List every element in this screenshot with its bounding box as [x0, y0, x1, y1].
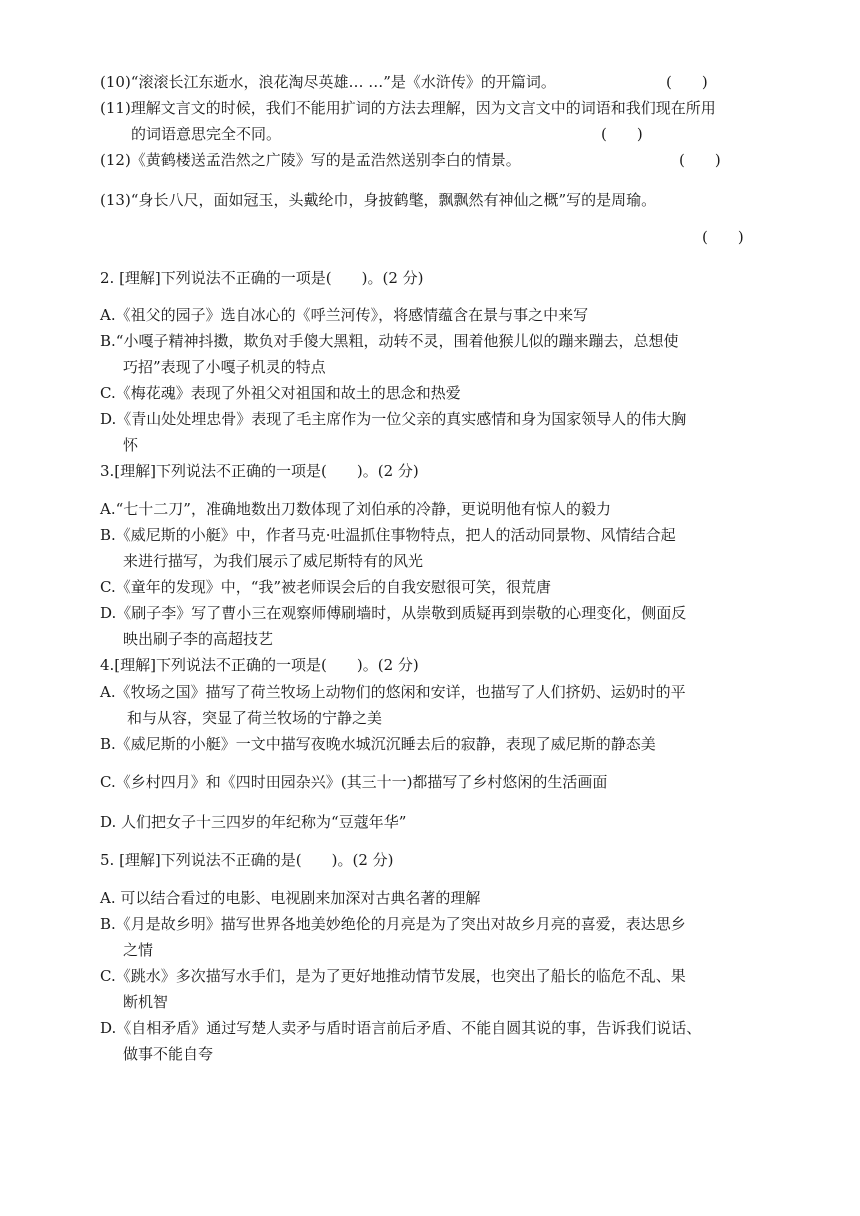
- judgment-12: (12)《黄鹤楼送孟浩然之广陵》写的是孟浩然送别李白的情景。: [100, 151, 521, 169]
- question-5-option-d: D.《自相矛盾》通过写楚人卖矛与盾时语言前后矛盾、不能自圆其说的事，告诉我们说话、: [100, 1019, 702, 1037]
- question-5-option-b: B.《月是故乡明》描写世界各地美妙绝伦的月亮是为了突出对故乡月亮的喜爱，表达思乡: [100, 915, 686, 933]
- question-3-option-d: D.《刷子李》写了曹小三在观察师傅刷墙时，从崇敬到质疑再到崇敬的心理变化，侧面反: [100, 604, 687, 622]
- question-4-option-c: C.《乡村四月》和《四时田园杂兴》(其三十一)都描写了乡村悠闲的生活画面: [100, 773, 608, 791]
- judgment-10: (10)“滚滚长江东逝水，浪花淘尽英雄… …”是《水浒传》的开篇词。: [100, 73, 556, 91]
- judgment-12-answer-bracket[interactable]: ( ): [679, 151, 721, 169]
- question-2-option-d-cont: 怀: [123, 436, 139, 454]
- question-2-stem: 2. [理解]下列说法不正确的一项是( )。(2 分): [100, 269, 424, 287]
- question-2-option-b-cont: 巧招”表现了小嘎子机灵的特点: [123, 358, 326, 376]
- question-5-option-d-cont: 做事不能自夸: [123, 1045, 214, 1063]
- question-4-stem: 4.[理解]下列说法不正确的一项是( )。(2 分): [100, 656, 419, 674]
- judgment-11-cont: 的词语意思完全不同。: [131, 125, 282, 143]
- question-5-option-c: C.《跳水》多次描写水手们，是为了更好地推动情节发展，也突出了船长的临危不乱、果: [100, 967, 686, 985]
- question-3-option-d-cont: 映出刷子李的高超技艺: [123, 630, 274, 648]
- question-2-option-d: D.《青山处处埋忠骨》表现了毛主席作为一位父亲的真实感情和身为国家领导人的伟大胸: [100, 410, 687, 428]
- question-4-option-b: B.《威尼斯的小艇》一文中描写夜晚水城沉沉睡去后的寂静，表现了威尼斯的静态美: [100, 735, 656, 753]
- question-3-option-c: C.《童年的发现》中，“我”被老师误会后的自我安慰很可笑，很荒唐: [100, 578, 552, 596]
- judgment-11-answer-bracket[interactable]: ( ): [601, 125, 643, 143]
- question-4-option-d: D. 人们把女子十三四岁的年纪称为“豆蔻年华”: [100, 813, 407, 831]
- judgment-13-answer-bracket[interactable]: ( ): [702, 228, 744, 246]
- question-5-option-b-cont: 之情: [123, 941, 154, 959]
- question-5-stem: 5. [理解]下列说法不正确的是( )。(2 分): [100, 851, 394, 869]
- question-3-option-b-cont: 来进行描写，为我们展示了威尼斯特有的风光: [123, 552, 424, 570]
- question-3-option-a: A.“七十二刀”，准确地数出刀数体现了刘伯承的冷静，更说明他有惊人的毅力: [100, 500, 611, 518]
- judgment-11: (11)理解文言文的时候，我们不能用扩词的方法去理解，因为文言文中的词语和我们现在所用: [100, 99, 716, 117]
- judgment-10-answer-bracket[interactable]: ( ): [666, 73, 708, 91]
- question-5-option-a: A. 可以结合看过的电影、电视剧来加深对古典名著的理解: [100, 889, 481, 907]
- question-5-option-c-cont: 断机智: [123, 993, 169, 1011]
- question-2-option-b: B.“小嘎子精神抖擞，欺负对手傻大黑粗，动转不灵，围着他猴儿似的蹦来蹦去，总想使: [100, 332, 679, 350]
- question-4-option-a-cont: 和与从容，突显了荷兰牧场的宁静之美: [127, 709, 383, 727]
- question-2-option-a: A.《祖父的园子》选自冰心的《呼兰河传》，将感情蕴含在景与事之中来写: [100, 306, 589, 324]
- judgment-13: (13)“身长八尺，面如冠玉，头戴纶巾，身披鹤氅，飘飘然有神仙之概”写的是周瑜。: [100, 191, 657, 209]
- question-3-stem: 3.[理解]下列说法不正确的一项是( )。(2 分): [100, 462, 419, 480]
- question-3-option-b: B.《威尼斯的小艇》中，作者马克·吐温抓住事物特点，把人的活动同景物、风情结合起: [100, 526, 676, 544]
- question-4-option-a: A.《牧场之国》描写了荷兰牧场上动物们的悠闲和安详，也描写了人们挤奶、运奶时的平: [100, 683, 686, 701]
- question-2-option-c: C.《梅花魂》表现了外祖父对祖国和故土的思念和热爱: [100, 384, 461, 402]
